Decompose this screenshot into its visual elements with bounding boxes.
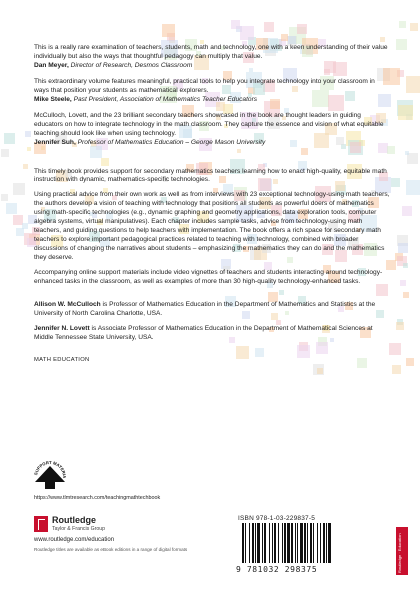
quote-text: This is a really rare examination of teachers, students, math and technology, one with a keen understanding of their value individually but also the ways that thoughtful pedagogy can multiply that value. — [34, 44, 388, 60]
mosaic-tile — [403, 292, 409, 298]
description-paragraph: Accompanying online support materials include video vignettes of teachers and students interacting around technology-enhanced tasks in the classroom, as well as examples of more than 30 high-quality technology-enhanced tasks. — [34, 269, 383, 286]
barcode-bar — [320, 523, 321, 563]
barcode-number: 9 781032 298375 — [236, 565, 318, 574]
spine-tab — [396, 527, 408, 575]
barcode-bar — [284, 523, 286, 563]
barcode-bar — [310, 523, 312, 563]
mosaic-tile — [410, 23, 418, 31]
mosaic-tile — [398, 105, 413, 120]
bio-name: Jennifer N. Lovett — [34, 324, 90, 332]
support-logo-label: SUPPORT MATERIA — [33, 459, 68, 479]
quote-author: Jennifer Suh, Professor of Mathematics Education – George Mason University — [34, 138, 266, 146]
mosaic-tile — [399, 21, 406, 28]
barcode-bar — [317, 523, 318, 563]
bio-text: is Associate Professor of Mathematics Education in the Department of Mathematical Sciences at Middle Tennessee State University, USA. — [34, 324, 373, 341]
barcode-bar — [323, 523, 325, 563]
bio-text: is Professor of Mathematics Education in the Department of Mathematics and Statistics at the University of North Carolina Charlotte, USA. — [34, 300, 376, 317]
mosaic-tile — [4, 133, 15, 144]
barcode-bar — [313, 523, 314, 563]
cover-text — [34, 44, 390, 365]
mosaic-tile — [400, 280, 406, 286]
mosaic-tile — [402, 206, 412, 216]
mosaic-tile — [317, 368, 323, 374]
mosaic-tile — [1, 194, 8, 201]
support-url-link[interactable]: https://www.tlmtresearch.com/teachingmathtechbook — [34, 495, 161, 501]
ebook-note: Routledge titles are available as eBook editions in a range of digital formats — [34, 547, 188, 552]
barcode-bar — [307, 523, 308, 563]
author-bio — [34, 325, 390, 343]
quote-author: Dan Meyer, Director of Research, Desmos Classroom — [34, 61, 193, 69]
mosaic-tile — [392, 365, 401, 374]
publisher-group: Taylor & Francis Group — [52, 526, 106, 532]
isbn-label: ISBN 978-1-03-229837-5 — [238, 515, 316, 522]
quote-2 — [34, 78, 390, 105]
publisher-url-link[interactable]: www.routledge.com/education — [34, 537, 115, 543]
author-name: Dan Meyer — [34, 61, 67, 69]
barcode-bar — [326, 523, 327, 563]
barcode-bar — [328, 523, 331, 563]
mosaic-tile — [16, 228, 24, 236]
barcode-bar — [242, 523, 244, 563]
barcode-bar — [304, 523, 306, 563]
mosaic-tile — [405, 151, 409, 155]
author-bio — [34, 301, 390, 319]
spine-text: Routledge · Education — [397, 533, 402, 573]
mosaic-tile — [406, 358, 414, 366]
barcode-bar — [252, 523, 254, 563]
mosaic-tile — [406, 76, 420, 93]
barcode-bar — [295, 523, 296, 563]
mosaic-tile — [6, 203, 17, 214]
mosaic-tile — [297, 24, 307, 34]
author-bios — [34, 301, 390, 343]
description-paragraph: Using practical advice from their own work as well as from interviews with 23 exceptional technology-using math teachers, the authors develop a vision of teaching with technology that positions all students as powerful doers of mathematics using math-specific technologies (e.g., dynamic graphing and geometry applications, data exploration tools, computer algebra systems, virtual manipulatives). Each chapter includes sample tasks, advice from technology-using math teachers, and guiding questions to help teachers with implementation. The book offers a rich space for secondary math teachers to explore important pedagogical practices related to teaching with technology, combined with broader discussions of changing the narratives about students – emphasizing the mathematics they can do and the mathematics they deserve. — [34, 191, 390, 262]
barcode-bar — [264, 523, 266, 563]
quote-text: This extraordinary volume features meaningful, practical tools to help you integrate technology into your classroom in ways that position your students as mathematical explorers. — [34, 77, 375, 94]
quote-1 — [34, 44, 390, 71]
mosaic-tile — [380, 37, 385, 42]
book-description — [34, 168, 390, 287]
bio-name: Allison W. McCulloch — [34, 300, 101, 308]
mosaic-tile — [231, 20, 240, 29]
author-name: Jennifer Suh — [34, 138, 74, 146]
mosaic-tile — [240, 26, 254, 40]
barcode-bar — [269, 523, 270, 563]
subject-category: MATH EDUCATION — [34, 356, 90, 363]
mosaic-tile — [396, 322, 404, 330]
barcode-bar — [278, 523, 279, 563]
mosaic-tile — [264, 22, 274, 32]
barcode-bar — [287, 523, 290, 563]
barcode — [240, 523, 370, 565]
support-material-icon — [31, 456, 69, 494]
quote-author: Mike Steele, Past President, Association of Mathematics Teacher Educators — [34, 95, 258, 103]
mosaic-tile — [398, 243, 408, 253]
mosaic-tile — [27, 147, 31, 151]
mosaic-tile — [407, 153, 418, 164]
routledge-logo-icon — [34, 516, 48, 532]
mosaic-tile — [406, 180, 420, 195]
barcode-bar — [274, 523, 276, 563]
mosaic-tile — [13, 183, 25, 195]
mosaic-tile — [162, 24, 175, 37]
barcode-bar — [245, 523, 246, 563]
mosaic-tile — [281, 34, 288, 41]
mosaic-tile — [391, 178, 400, 187]
barcode-bar — [262, 523, 263, 563]
mosaic-tile — [389, 343, 401, 355]
author-role: Director of Research, Desmos Classroom — [70, 61, 193, 69]
mosaic-tile — [22, 223, 28, 229]
barcode-bar — [291, 523, 293, 563]
quote-3 — [34, 112, 390, 148]
barcode-bar — [272, 523, 273, 563]
author-role: Professor of Mathematics Education – George Mason University — [77, 138, 266, 146]
author-role: Past President, Association of Mathematics Teacher Educators — [73, 95, 258, 103]
barcode-bar — [257, 523, 260, 563]
barcode-bar — [297, 523, 298, 563]
mosaic-tile — [396, 39, 407, 50]
barcode-bar — [249, 523, 250, 563]
publisher-name: Routledge — [52, 515, 96, 525]
barcode-bar — [300, 523, 303, 563]
author-name: Mike Steele — [34, 95, 70, 103]
mosaic-tile — [23, 164, 28, 169]
quote-text: McCulloch, Lovett, and the 23 brilliant secondary teachers showcased in the book are thought leaders in guiding educators on how to integrate technology in the math classroom. They capture the essence and vision of what equitable teaching should look like when using technology. — [34, 111, 384, 137]
mosaic-tile — [25, 131, 31, 137]
barcode-bar — [255, 523, 256, 563]
barcode-bar — [282, 523, 283, 563]
description-paragraph: This timely book provides support for secondary mathematics teachers learning how to enact high-quality, equitable math instruction with dynamic, mathematics-specific technologies. — [34, 167, 387, 184]
mosaic-tile — [403, 263, 408, 268]
mosaic-tile — [1, 149, 9, 157]
